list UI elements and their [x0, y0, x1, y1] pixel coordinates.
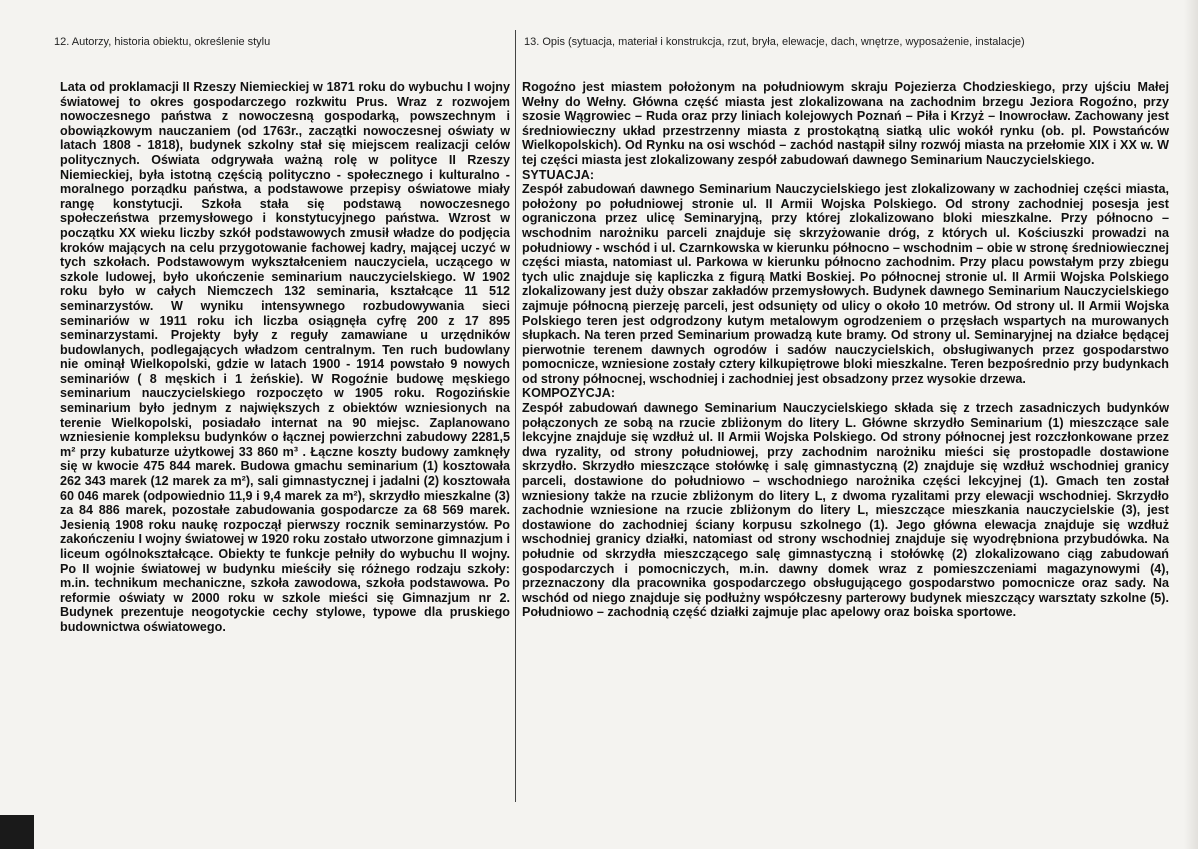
kompozycja-text: Zespół zabudowań dawnego Seminarium Nauczycielskiego składa się z trzech zasadniczych budynków połączonych ze sobą na rzucie zbliżonym do litery L. Główne skrzydło Seminarium (1) mieszczące sale lekcyjne znajduje się wzdłuż ul. II Armii Wojska Polskiego. Od strony północnej jest rozczłonkowane przez dwa ryzality, od strony południowej, przy zachodnim narożniku mieści się prostopadle dostawione skrzydło. Skrzydło mieszczące stołówkę i salę gimnastyczną (2) znajduje się wzdłuż wschodniej granicy parceli, dostawione do południowo – wschodniego narożnika części lekcyjnej (1). Gmach ten został wzniesiony także na rzucie zbliżonym do litery L, z dwoma ryzalitami przy elewacji wschodniej. Skrzydło zachodnie wzniesione na rzucie zbliżonym do litery L, mieszczące mieszkania nauczycielskie (3), jest dostawione do zachodniej ściany korpusu szkolnego (1). Jego główna elewacja znajduje się wzdłuż wschodniej granicy działki, natomiast od strony wschodniej znajduje się wyodrębniona przybudówka. Na południe od skrzydła mieszczącego salę gimnastyczną i stołówkę (2) zlokalizowano ciąg zabudowań gospodarczych i pomocniczych, m.in. dawny domek wraz z pomieszczeniami magazynowymi (4), przeznaczony dla pracownika gospodarczego obsługującego gospodarstwo pomocnicze oraz sady. Na wschód od niego znajduje się podłużny współczesny parterowy budynek mieszczący warsztaty szkolne (5). Południowo – zachodnią część działki zajmuje plac apelowy oraz boiska sportowe. — [522, 401, 1169, 620]
sytuacja-heading: SYTUACJA: — [522, 167, 595, 182]
section-13-header: 13. Opis (sytuacja, materiał i konstrukcja, rzut, bryła, elewacje, dach, wnętrze, wyposażenie, instalacje) — [524, 36, 1025, 48]
history-text: Lata od proklamacji II Rzeszy Niemieckiej w 1871 roku do wybuchu I wojny światowej to okres gospodarczego rozkwitu Prus. Wraz z rozwojem nowoczesnego państwa z nowoczesną gospodarką, powszechnym i obowiązkowym nauczaniem (od 1763r., zaczątki nowoczesnej oświaty w latach 1808 - 1818), budynek szkolny stał się miejscem realizacji celów politycznych. Oświata odgrywała ważną rolę w polityce II Rzeszy Niemieckiej, była istotną częścią polityczno - społecznego i kulturalno - moralnego porządku państwa, a podstawowe przepisy oświatowe miały rangę konstytucji. Szkoła stała się podstawą nowoczesnego społeczeństwa przemysłowego i konstytucyjnego państwa. Wzrost w początku XX wieku liczby szkół podstawowych zmusił władze do podjęcia kroków mających na celu przygotowanie fachowej kadry, mającej uczyć w tych szkołach. Podstawowym wykształceniem nauczyciela, uczącego w szkole ludowej, było ukończenie seminarium nauczycielskiego. W 1902 roku było w całych Niemczech 132 seminaria, kształcące 11 512 seminarzystów. W wyniku intensywnego rozbudowywania sieci seminariów w 1911 roku ich liczba osiągnęła cyfrę 200 z 17 895 seminarzystami. Projekty były z reguły zamawiane u urzędników budowlanych, podlegających władzom centralnym. Ten ruch budowlany nie ominął Wielkopolski, gdzie w latach 1900 - 1914 powstało 9 nowych seminariów ( 8 męskich i 1 żeńskie). W Rogoźnie budowę męskiego seminarium nauczycielskiego rozpoczęto w 1905 roku. Rogozińskie seminarium było jednym z największych z obiektów wzniesionych na terenie Wielkopolski, posiadało internat na 90 miejsc. Zaplanowano wzniesienie kompleksu budynków o łącznej powierzchni zabudowy 2281,5 m² przy kubaturze użytkowej 33 860 m³ . Łączne koszty budowy zamknęły się w kwocie 475 844 marek. Budowa gmachu seminarium (1) kosztowała 262 343 marek (12 marek za m²), sali gimnastycznej i jadalni (2) kosztowała 60 046 marek (odpowiednio 11,9 i 9,4 marek za m²), skrzydło mieszkalne (3) za 84 886 marek, pozostałe zabudowania gospodarcze za 68 569 marek. Jesienią 1908 roku naukę rozpoczął pierwszy rocznik seminarzystów. Po zakończeniu I wojny światowej w 1920 roku zostało utworzone gimnazjum i liceum ogólnokształcące. Obiekty te funkcje pełniły do wybuchu II wojny. Po II wojnie światowej w budynku mieściły się różnego rodzaju szkoły: m.in. technikum mechaniczne, szkoła zawodowa, szkoła podstawowa. Po reformie oświaty w 2000 roku w szkole mieści się Gimnazjum nr 2. Budynek prezentuje neogotyckie cechy stylowe, typowe dla pruskiego budownictwa oświatowego. — [60, 80, 510, 634]
document-sheet — [54, 30, 1172, 809]
kompozycja-heading: KOMPOZYCJA: — [522, 386, 616, 401]
scan-corner — [0, 815, 34, 849]
description-intro: Rogoźno jest miastem położonym na południowym skraju Pojezierza Chodzieskiego, przy ujściu Małej Wełny do Wełny. Główna część miasta jest zlokalizowana na zachodnim brzegu Jeziora Rogoźno, przy szosie Wągrowiec – Ruda oraz przy liniach kolejowych Poznań – Piła i Krzyż – Inowrocław. Zachowany jest średniowieczny układ przestrzenny miasta z prostokątną siatką ulic wokół rynku (ob. pl. Powstańców Wielkopolskich). Od Rynku na osi wschód – zachód nastąpił silny rozwój miasta na przełomie XIX i XX w. W tej części miasta jest zlokalizowany zespół zabudowań dawnego Seminarium Nauczycielskiego. — [522, 80, 1169, 167]
section-12-header: 12. Autorzy, historia obiektu, określenie stylu — [54, 36, 271, 48]
history-column — [60, 80, 510, 635]
sytuacja-text: Zespół zabudowań dawnego Seminarium Nauczycielskiego jest zlokalizowany w zachodniej części miasta, położony po południowej stronie ul. II Armii Wojska Polskiego. Od strony zachodniej posesja jest ograniczona przez ulicę Seminaryjną, przy której zlokalizowano bloki mieszkalne. Przy północno – wschodnim narożniku parceli znajduje się skrzyżowanie dróg, z których ul. Kościuszki prowadzi na południowy - wschód i ul. Czarnkowska w kierunku północno – wschodnim – obie w stronę średniowiecznej części miasta, natomiast ul. Parkowa w kierunku północno zachodnim. Przy placu powstałym przy zbiegu tych ulic znajduje się kapliczka z figurą Matki Boskiej. Po północnej stronie ul. II Armii Wojska Polskiego zlokalizowany jest duży obszar zakładów przemysłowych. Budynek dawnego Seminarium Nauczycielskiego zajmuje północną pierzeję parceli, jest odsunięty od ulicy o około 10 metrów. Od strony ul. II Armii Wojska Polskiego teren jest odgrodzony kutym metalowym ogrodzeniem o przęsłach wspartych na murowanych słupkach. Na teren przed Seminarium prowadzą kute bramy. Od strony ul. Seminaryjnej na działce będącej pierwotnie terenem dawnych ogrodów i sadów nauczycielskich, obsługiwanych przez gospodarstwo pomocnicze, wzniesione zostały cztery kilkupiętrowe bloki mieszkalne. Teren bezpośrednio przy budynkach od strony północnej, wschodniej i zachodniej jest obsadzony przez wysokie drzewa. — [522, 182, 1169, 386]
scan-edge-shadow — [1184, 0, 1198, 849]
column-divider — [515, 30, 516, 802]
description-column — [522, 80, 1169, 620]
